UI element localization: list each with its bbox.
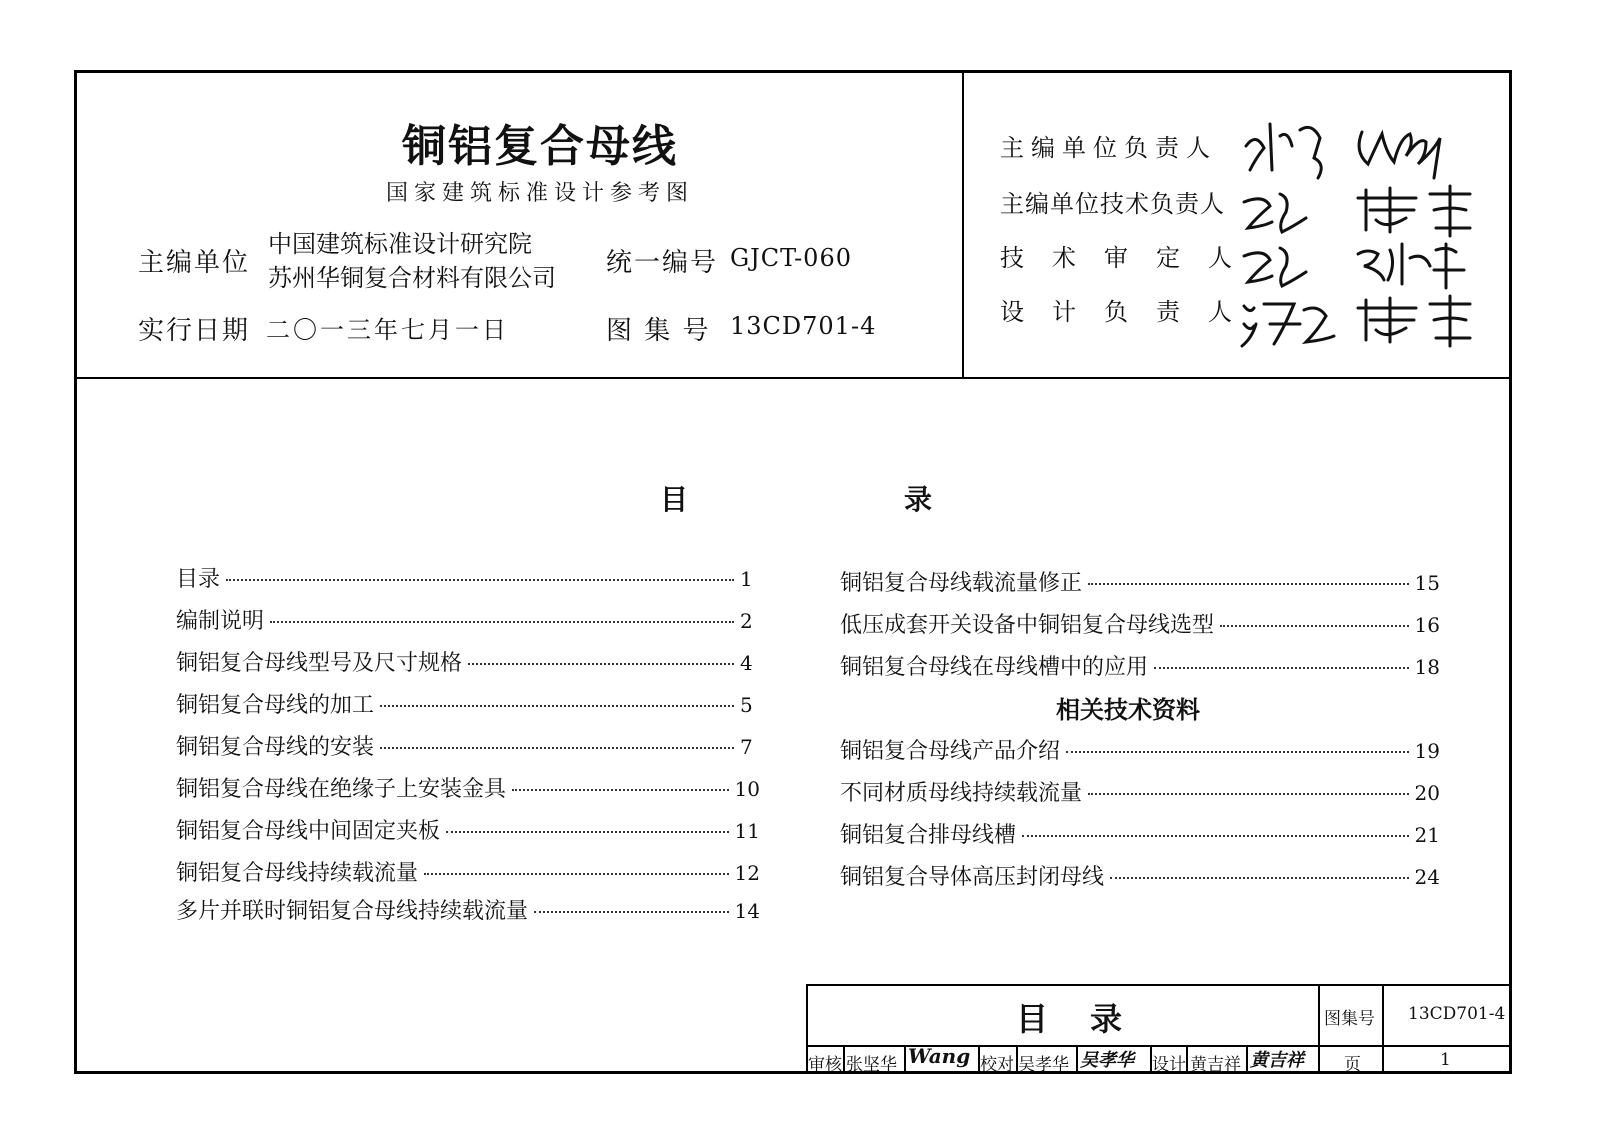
cell-divider <box>904 1045 906 1074</box>
toc-leader <box>446 831 729 833</box>
toc-item-page: 7 <box>740 735 753 759</box>
handwritten-signatures <box>1240 110 1540 350</box>
effective-date-value: 二〇一三年七月一日 <box>266 316 509 344</box>
toc-item-title: 铜铝复合母线的加工 <box>176 693 375 718</box>
drawing-title-2: 录 <box>1090 1000 1123 1038</box>
toc-item-page: 4 <box>740 651 753 675</box>
editor-unit-line1: 中国建筑标准设计研究院 <box>268 230 532 258</box>
cell-divider <box>1246 1045 1248 1074</box>
toc-leader <box>1088 793 1409 795</box>
signature-row2-1 <box>1244 194 1306 232</box>
toc-item[interactable] <box>176 604 760 635</box>
toc-leader <box>468 663 734 665</box>
review-name: 张坚华 <box>846 1055 897 1075</box>
atlas-no-label: 图 集 号 <box>606 316 711 346</box>
toc-leader <box>1088 583 1409 585</box>
toc-leader <box>226 579 734 581</box>
toc-heading-left: 目 <box>660 483 689 516</box>
toc-leader <box>1066 751 1409 753</box>
toc-item-title: 不同材质母线持续载流量 <box>840 781 1083 806</box>
toc-item-page: 19 <box>1414 739 1440 763</box>
toc-item-title: 铜铝复合母线中间固定夹板 <box>176 819 441 844</box>
signature-wang-hao <box>1242 304 1334 346</box>
signature-huang-jixiang-1 <box>1358 186 1470 236</box>
signature-role-3: 技术审定人 <box>1000 244 1260 272</box>
toc-leader <box>424 873 729 875</box>
toc-item-title: 铜铝复合排母线槽 <box>840 823 1017 848</box>
atlas-value: 13CD701-4 <box>1408 1004 1506 1024</box>
toc-leader <box>270 621 734 623</box>
toc-item-page: 10 <box>734 777 760 801</box>
atlas-label: 图集号 <box>1324 1009 1375 1029</box>
signature-wang <box>1359 132 1440 178</box>
editor-unit-line2: 苏州华铜复合材料有限公司 <box>268 264 556 292</box>
toc-item-title: 目录 <box>176 567 221 592</box>
toc-item[interactable] <box>176 814 760 845</box>
toc-item[interactable] <box>176 772 760 803</box>
toc-item-title: 铜铝复合母线在绝缘子上安装金具 <box>176 777 507 802</box>
toc-item[interactable] <box>840 860 1440 891</box>
toc-item[interactable] <box>840 734 1440 765</box>
toc-leader <box>1154 667 1409 669</box>
toc-item-title: 铜铝复合母线的安装 <box>176 735 375 760</box>
header-divider <box>74 377 1512 379</box>
toc-item[interactable] <box>176 688 760 719</box>
cell-divider <box>1076 1045 1078 1074</box>
toc-item-title: 铜铝复合母线持续载流量 <box>176 861 419 886</box>
toc-item[interactable] <box>176 562 760 593</box>
toc-item-title: 铜铝复合导体高压封闭母线 <box>840 865 1105 890</box>
toc-item[interactable] <box>840 818 1440 849</box>
atlas-no-value: 13CD701-4 <box>730 312 877 340</box>
design-name: 黄吉祥 <box>1190 1055 1241 1075</box>
page-label: 页 <box>1344 1055 1361 1075</box>
signature-role-2: 主编单位技术负责人 <box>1000 190 1225 218</box>
document-title: 铜铝复合母线 <box>402 121 678 172</box>
toc-item[interactable] <box>840 776 1440 807</box>
signature-wu-xiaohua <box>1358 244 1464 288</box>
cell-divider <box>1186 1045 1188 1074</box>
title-block-col-divider-2 <box>1382 984 1384 1074</box>
toc-item-page: 2 <box>740 609 753 633</box>
title-block-col-divider-1 <box>1318 984 1320 1074</box>
toc-item-page: 18 <box>1414 655 1440 679</box>
review-signature: Wang <box>908 1044 971 1068</box>
unified-no-label: 统一编号 <box>606 248 719 278</box>
page-value: 1 <box>1440 1050 1451 1070</box>
toc-heading-right: 录 <box>904 483 933 516</box>
toc-item-page: 11 <box>734 819 760 843</box>
toc-item-title: 低压成套开关设备中铜铝复合母线选型 <box>840 613 1215 638</box>
effective-date-label: 实行日期 <box>138 316 251 346</box>
toc-item[interactable] <box>840 650 1440 681</box>
toc-leader <box>1022 835 1409 837</box>
toc-item-page: 12 <box>734 861 760 885</box>
toc-leader <box>1110 877 1409 879</box>
signature-sun-ying <box>1246 124 1321 178</box>
cell-divider <box>843 1045 845 1074</box>
check-label: 校对 <box>980 1055 1014 1075</box>
signature-huang-jixiang-2 <box>1358 296 1470 346</box>
header-vertical-divider <box>962 70 964 378</box>
related-tech-section-title: 相关技术资料 <box>1056 696 1200 724</box>
toc-item-page: 1 <box>740 567 753 591</box>
signature-role-4: 设计负责人 <box>1000 298 1260 326</box>
toc-leader <box>380 747 734 749</box>
toc-leader <box>534 911 729 913</box>
toc-item-page: 15 <box>1414 571 1440 595</box>
toc-item-title: 多片并联时铜铝复合母线持续载流量 <box>176 899 529 924</box>
signature-row3-1 <box>1244 248 1306 286</box>
toc-item-page: 20 <box>1414 781 1440 805</box>
toc-item[interactable] <box>176 730 760 761</box>
toc-item-page: 21 <box>1414 823 1440 847</box>
check-signature: 吴孝华 <box>1080 1050 1134 1071</box>
editor-unit-label: 主编单位 <box>138 248 251 278</box>
design-label: 设计 <box>1152 1055 1186 1075</box>
toc-leader <box>512 789 729 791</box>
drawing-title-1: 目 <box>1016 1000 1049 1038</box>
toc-item-title: 铜铝复合母线型号及尺寸规格 <box>176 651 463 676</box>
toc-item-title: 铜铝复合母线在母线槽中的应用 <box>840 655 1149 680</box>
toc-item-title: 编制说明 <box>176 609 265 634</box>
toc-item-page: 16 <box>1414 613 1440 637</box>
check-name: 吴孝华 <box>1018 1055 1069 1075</box>
toc-item[interactable] <box>176 646 760 677</box>
unified-no-value: GJCT-060 <box>730 244 852 272</box>
signature-role-1: 主编单位负责人 <box>1000 134 1217 162</box>
review-label: 审核 <box>808 1055 842 1075</box>
toc-item-page: 24 <box>1414 865 1440 889</box>
toc-item-page: 5 <box>740 693 753 717</box>
toc-item[interactable] <box>840 608 1440 639</box>
toc-item-title: 铜铝复合母线产品介绍 <box>840 739 1061 764</box>
toc-item-title: 铜铝复合母线载流量修正 <box>840 571 1083 596</box>
design-signature: 黄吉祥 <box>1250 1050 1304 1071</box>
toc-leader <box>1220 625 1409 627</box>
toc-item[interactable] <box>176 894 760 925</box>
toc-leader <box>380 705 734 707</box>
document-subtitle: 国家建筑标准设计参考图 <box>385 181 694 206</box>
toc-item[interactable] <box>840 566 1440 597</box>
toc-item[interactable] <box>176 856 760 887</box>
toc-item-page: 14 <box>734 899 760 923</box>
